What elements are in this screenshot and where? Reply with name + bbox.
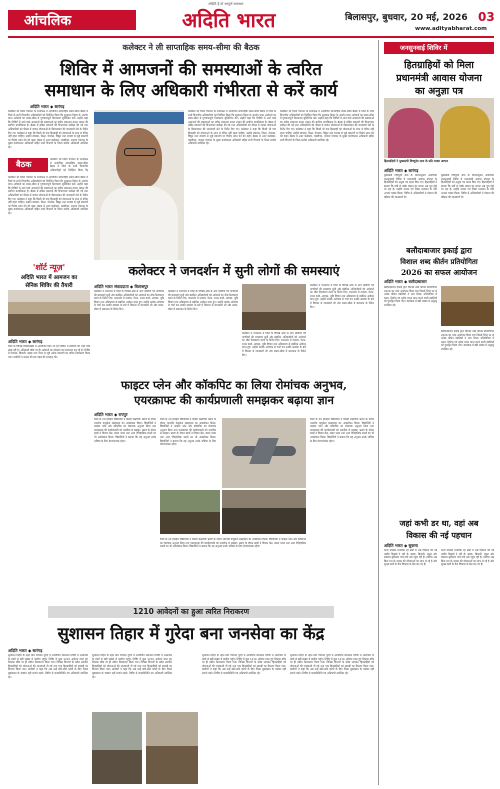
right-mid-story [384,246,494,514]
kirtan-group [441,302,494,326]
fighter-photo-1 [160,490,220,534]
portrait-shirt [100,186,178,260]
right-top-headline-1: हितग्राहियों को मिला [404,60,474,71]
beneficiaries-group [146,746,198,784]
logo-tagline: अदिति है तो सम्पूर्ण समाचार [208,2,244,6]
right-bottom-body-a: कभी नक्सल प्रभावित रहे क्षेत्रों में अब विकास की नई तस्वीर दिखाई दे रही है। सड़क, बिजली, स्कूल और स्वास्थ्य सुविधाएं गांव-गांव तक पहुंच रही हैं। ग्रामीण अब बिना भय के शासन की योजनाओं का लाभ ले रहे हैं और सुरक्षा बलों के कैंप विकास के केंद्र बन गए हैं। [384,549,437,567]
story-sushasan [8,606,374,786]
sushasan-body-a: सुशासन तिहार के तहत ग्राम पंचायत गुरेदा में आयोजित समाधान शिविर में आसपास के ग्रामों से बड़ी संख्या में ग्रामीण पहुंचे। शिविर में कुल 1210 आवेदन प्राप्त हुए जिनका मौके पर ही त्वरित निराकरण किया गया। विभिन्न विभागों के स्टॉल लगाकर हितग्राहियों को योजनाओं की जानकारी दी गई तथा पात्र हितग्राहियों को सामग्री का वितरण किया गया। ग्रामीणों ने कहा कि अब उन्हें छोटे-छोटे कार्यों के लिए जिला मुख्यालय के चक्कर नहीं लगाने पड़ते। शिविर में जनप्रतिनिधि एवं अधिकारी उपस्थित रहे। [8,654,88,679]
fighter-headline-1: फाइटर प्लेन और कॉकपिट का लिया रोमांचक अनुभव, [121,378,347,392]
logo [180,2,300,36]
right-mid-body-a: बलौदाबाजार इकाई द्वारा विशाल शब्द कीर्तन प्रतियोगिता 2026 का भव्य आयोजन किया गया जिसमें जिले भर से अनेक कीर्तन मंडलियों ने भाग लिया। प्रतियोगिता में प्रथम, द्वितीय एवं तृतीय स्थान प्राप्त करने वाली मंडलियों को पुरस्कृत किया गया। कार्यक्रम में बड़ी संख्या में श्रद्धालु उपस्थित रहे। [384,286,437,307]
lead-side-label [8,158,48,172]
right-bottom-body-b: कभी नक्सल प्रभावित रहे क्षेत्रों में अब विकास की नई तस्वीर दिखाई दे रही है। सड़क, बिजली, स्कूल और स्वास्थ्य सुविधाएं गांव-गांव तक पहुंच रही हैं। ग्रामीण अब बिना भय के शासन की योजनाओं का लाभ ले रहे हैं और सुरक्षा बलों के कैंप विकास के केंद्र बन गए हैं। [441,549,494,567]
sushasan-body-d: सुशासन तिहार के तहत ग्राम पंचायत गुरेदा में आयोजित समाधान शिविर में आसपास के ग्रामों से बड़ी संख्या में ग्रामीण पहुंचे। शिविर में कुल 1210 आवेदन प्राप्त हुए जिनका मौके पर ही त्वरित निराकरण किया गया। विभिन्न विभागों के स्टॉल लगाकर हितग्राहियों को योजनाओं की जानकारी दी गई तथा पात्र हितग्राहियों को सामग्री का वितरण किया गया। ग्रामीणों ने कहा कि अब उन्हें छोटे-छोटे कार्यों के लिए जिला मुख्यालय के चक्कर नहीं लगाने पड़ते। शिविर में जनप्रतिनिधि एवं अधिकारी उपस्थित रहे। [290,654,374,675]
sushasan-byline: अदिति भारत ◆ सारंगढ़ [8,648,43,653]
right-bottom-headline-1: जहां कभी डर था, वहां अब [399,518,479,528]
lead-side-label-text: बैठक [16,160,32,169]
portrait-glasses [124,148,156,156]
right-mid-body-b: बलौदाबाजार इकाई द्वारा विशाल शब्द कीर्तन प्रतियोगिता 2026 का भव्य आयोजन किया गया जिसमें जिले भर से अनेक कीर्तन मंडलियों ने भाग लिया। प्रतियोगिता में प्रथम, द्वितीय एवं तृतीय स्थान प्राप्त करने वाली मंडलियों को पुरस्कृत किया गया। कार्यक्रम में बड़ी संख्या में श्रद्धालु उपस्थित रहे। [441,330,494,351]
official-portrait-icon [116,128,162,188]
lead-byline: अदिति भारत ◆ सारंगढ़ [30,104,65,109]
short-news-body: जिले के विभिन्न विकासखंडों में आयोजित किए जा रहे शिविरों में ग्रामीणों की भारी भीड़ उमड़ रही है। अधिकारी मौके पर ही आवेदनों का परीक्षण कर समाधान कर रहे हैं। शिविर में पेयजल, बिजली, सड़क तथा पेंशन से जुड़े अनेक प्रकरणों का त्वरित निराकरण किया गया। ग्रामीणों ने शासन की इस पहल की सराहना की। [8,345,90,359]
meeting-table [242,312,306,330]
right-top-caption: हितग्राहियों ने मुख्यमंत्री विष्णुदेव साय के प्रति व्यक्त आभार [384,159,449,163]
lead-headline-1: शिविर में आमजनों की समस्याओं के त्वरित [60,60,322,80]
janadarshan-body-a: कलेक्टर ने जनदर्शन में जिले के विभिन्न क्षेत्रों से आए ग्रामीणों एवं नागरिकों की समस्याएं सुनीं और संबंधित अधिकारियों को आवेदनों का शीघ्र निराकरण करने के निर्देश दिए। जनदर्शन में राजस्व, पेंशन, राशन कार्ड, आवास, भूमि विवाद तथा अतिक्रमण से संबंधित आवेदन प्राप्त हुए। उन्होंने प्रत्येक आवेदक से चर्चा कर उनकी समस्या के बारे में विस्तार से जानकारी ली और समय-सीमा में समाधान के निर्देश दिए। [94,290,164,311]
short-news-title-2: अदिति भारत में आमजन का [20,275,78,281]
tent-canopy [8,290,90,302]
fighter-body-b: जिले के 20 होनहार विद्यार्थियों ने दिल्ली शैक्षणिक भ्रमण के दौरान भारतीय वायुसेना संग्रहालय का अवलोकन किया। विद्यार्थियों ने फाइटर प्लेन और कॉकपिट का रोमांचक अनुभव लिया तथा एयरक्राफ्ट की कार्यप्रणाली को नजदीक से समझा। भ्रमण के दौरान छात्रों ने विज्ञान केंद्र, संसद भवन तथा अन्य ऐतिहासिक स्थलों का भी अवलोकन किया। विद्यार्थियों ने बताया कि यह अनुभव उनके भविष्य के लिए प्रेरणादायक रहेगा। [160,418,216,447]
shamiana-crowd [92,750,142,784]
logo-text: अदिति भारत [182,8,276,32]
fighter-photo-2 [222,418,306,488]
sushasan-body-b: सुशासन तिहार के तहत ग्राम पंचायत गुरेदा में आयोजित समाधान शिविर में आसपास के ग्रामों से बड़ी संख्या में ग्रामीण पहुंचे। शिविर में कुल 1210 आवेदन प्राप्त हुए जिनका मौके पर ही त्वरित निराकरण किया गया। विभिन्न विभागों के स्टॉल लगाकर हितग्राहियों को योजनाओं की जानकारी दी गई तथा पात्र हितग्राहियों को सामग्री का वितरण किया गया। ग्रामीणों ने कहा कि अब उन्हें छोटे-छोटे कार्यों के लिए जिला मुख्यालय के चक्कर नहीं लगाने पड़ते। शिविर में जनप्रतिनिधि एवं अधिकारी उपस्थित रहे। [92,654,172,679]
right-mid-photo [441,286,494,326]
sushasan-kicker [48,606,334,618]
lead-kicker: कलेक्टर ने ली साप्ताहिक समय-सीमा की बैठक [122,42,260,52]
fighter-body-d: जिले के 20 होनहार विद्यार्थियों ने दिल्ली शैक्षणिक भ्रमण के दौरान भारतीय वायुसेना संग्रहालय का अवलोकन किया। विद्यार्थियों ने फाइटर प्लेन और कॉकपिट का रोमांचक अनुभव लिया तथा एयरक्राफ्ट की कार्यप्रणाली को नजदीक से समझा। भ्रमण के दौरान छात्रों ने विज्ञान केंद्र, संसद भवन तथा अन्य ऐतिहासिक स्थलों का भी अवलोकन किया। विद्यार्थियों ने बताया कि यह अनुभव उनके भविष्य के लिए प्रेरणादायक रहेगा। [310,418,374,443]
janadarshan-body-c: कलेक्टर ने जनदर्शन में जिले के विभिन्न क्षेत्रों से आए ग्रामीणों एवं नागरिकों की समस्याएं सुनीं और संबंधित अधिकारियों को आवेदनों का शीघ्र निराकरण करने के निर्देश दिए। जनदर्शन में राजस्व, पेंशन, राशन कार्ड, आवास, भूमि विवाद तथा अतिक्रमण से संबंधित आवेदन प्राप्त हुए। उन्होंने प्रत्येक आवेदक से चर्चा कर उनकी समस्या के बारे में विस्तार से जानकारी ली और समय-सीमा में समाधान के निर्देश दिए। [242,332,306,357]
lead-photo [94,110,184,260]
fighter-body-a: जिले के 20 होनहार विद्यार्थियों ने दिल्ली शैक्षणिक भ्रमण के दौरान भारतीय वायुसेना संग्रहालय का अवलोकन किया। विद्यार्थियों ने फाइटर प्लेन और कॉकपिट का रोमांचक अनुभव लिया तथा एयरक्राफ्ट की कार्यप्रणाली को नजदीक से समझा। भ्रमण के दौरान छात्रों ने विज्ञान केंद्र, संसद भवन तथा अन्य ऐतिहासिक स्थलों का भी अवलोकन किया। विद्यार्थियों ने बताया कि यह अनुभव उनके भविष्य के लिए प्रेरणादायक रहेगा। [94,418,156,443]
janadarshan-photo [242,284,306,330]
page-number: 03 [478,10,495,24]
right-top-body-b: मुख्यमंत्री विष्णुदेव साय के निर्देशानुसार आयोजित जनसुनवाई शिविर में प्रधानमंत्री आवास योजना के हितग्राहियों को अनुज्ञा पत्र प्रदान किए गए। हितग्राहियों ने बताया कि वर्षों से पक्के मकान का सपना अब पूरा होने जा रहा है। उन्होंने शासन एवं जिला प्रशासन के प्रति आभार व्यक्त किया। शिविर में अधिकारियों ने योजना की प्रक्रिया की जानकारी दी। [441,174,494,199]
right-mid-byline: अदिति भारत ◆ बलौदाबाजार [384,279,427,284]
lead-body-col1b: कलेक्टर श्री जिला पंचायत के सभाकक्ष में आयोजित साप्ताहिक समय-सीमा बैठक में जिले के सभी विभागीय अधिकारियों को निर्देशित किया कि सुशासन तिहार के अंतर्गत प्राप्त आवेदनों का समय-सीमा में गुणवत्तापूर्ण निराकरण सुनिश्चित करें। उन्होंने कहा कि शिविरों में आने वाले आमजनों की समस्याओं का त्वरित समाधान करना शासन की सर्वोच्च प्राथमिकता है। बैठक में लंबित प्रकरणों की विभागवार समीक्षा की गई तथा अधिकारियों को फील्ड में जाकर योजनाओं के क्रियान्वयन की जानकारी लेने के निर्देश दिए गए। कलेक्टर ने कहा कि किसी भी पात्र हितग्राही को योजनाओं के लाभ से वंचित नहीं रहना चाहिए। उन्होंने स्वास्थ्य, शिक्षा, पेयजल, विद्युत तथा राजस्व से जुड़े प्रकरणों पर विशेष ध्यान देने को कहा। बैठक में अपर कलेक्टर, एसडीएम, जनपद पंचायत के मुख्य कार्यपालन अधिकारी सहित सभी विभागों के जिला स्तरीय अधिकारी उपस्थित रहे। [8,176,88,215]
lead-story [8,40,374,258]
fighter-headline-2: एयरक्राफ्ट की कार्यप्रणाली समझकर बढ़ाया ज्ञान [134,393,334,407]
right-top-body-a: मुख्यमंत्री विष्णुदेव साय के निर्देशानुसार आयोजित जनसुनवाई शिविर में प्रधानमंत्री आवास योजना के हितग्राहियों को अनुज्ञा पत्र प्रदान किए गए। हितग्राहियों ने बताया कि वर्षों से पक्के मकान का सपना अब पूरा होने जा रहा है। उन्होंने शासन एवं जिला प्रशासन के प्रति आभार व्यक्त किया। शिविर में अधिकारियों ने योजना की प्रक्रिया की जानकारी दी। [384,174,437,199]
lead-body-col2: कलेक्टर श्री जिला पंचायत के सभाकक्ष में आयोजित साप्ताहिक समय-सीमा बैठक में जिले के सभी विभागीय अधिकारियों को निर्देशित किया कि [50,158,88,172]
masthead-rule [8,36,494,38]
group-photo-people [222,508,306,534]
janadarshan-byline: अदिति भारत संवाददाता ◆ बिलासपुर [94,284,149,289]
lead-headline-2: समाधान के लिए अधिकारी गंभीरता से करें कार्य [44,81,338,101]
portrait-banner [94,112,184,124]
right-mid-headline-2: विशाल शब्द कीर्तन प्रतियोगिता [400,257,478,266]
right-top-photo [384,98,494,158]
left-short-news [8,262,90,602]
crowd-silhouette [8,314,90,336]
short-news-byline: अदिति भारत ◆ सारंगढ़ [8,339,43,344]
right-top-story [384,40,494,240]
fighter-byline: अदिति भारत ◆ रायपुर [94,412,128,417]
section-label: आंचलिक [24,13,72,29]
sushasan-headline: सुशासन तिहार में गुरेदा बना जनसेवा का केंद्र [57,624,325,643]
sushasan-kicker-text: 1210 आवेदनों का हुआ त्वरित निराकरण [132,607,249,616]
right-mid-headline-1: बलौदाबाजार इकाई द्वारा [406,246,472,255]
section-tab [8,10,136,30]
sushasan-photo-1 [92,712,142,784]
website: www.adityabharat.com [415,26,487,32]
masthead [0,0,500,40]
city-date: बिलासपुर, बुधवार, 20 मई, 2026 [345,13,468,23]
short-news-title-1: 'शॉर्ट न्यूज़' [32,262,66,272]
fighter-photo-3 [222,490,306,534]
lead-body-col4: कलेक्टर श्री जिला पंचायत के सभाकक्ष में आयोजित साप्ताहिक समय-सीमा बैठक में जिले के सभी विभागीय अधिकारियों को निर्देशित किया कि सुशासन तिहार के अंतर्गत प्राप्त आवेदनों का समय-सीमा में गुणवत्तापूर्ण निराकरण सुनिश्चित करें। उन्होंने कहा कि शिविरों में आने वाले आमजनों की समस्याओं का त्वरित समाधान करना शासन की सर्वोच्च प्राथमिकता है। बैठक में लंबित प्रकरणों की विभागवार समीक्षा की गई तथा अधिकारियों को फील्ड में जाकर योजनाओं के क्रियान्वयन की जानकारी लेने के निर्देश दिए गए। कलेक्टर ने कहा कि किसी भी पात्र हितग्राही को योजनाओं के लाभ से वंचित नहीं रहना चाहिए। उन्होंने स्वास्थ्य, शिक्षा, पेयजल, विद्युत तथा राजस्व से जुड़े प्रकरणों पर विशेष ध्यान देने को कहा। बैठक में अपर कलेक्टर, एसडीएम, जनपद पंचायत के मुख्य कार्यपालन अधिकारी सहित सभी विभागों के जिला स्तरीय अधिकारी उपस्थित रहे। [280,110,374,142]
fighter-body-c: जिले के 20 होनहार विद्यार्थियों ने दिल्ली शैक्षणिक भ्रमण के दौरान भारतीय वायुसेना संग्रहालय का अवलोकन किया। विद्यार्थियों ने फाइटर प्लेन और कॉकपिट का रोमांचक अनुभव लिया तथा एयरक्राफ्ट की कार्यप्रणाली को नजदीक से समझा। भ्रमण के दौरान छात्रों ने विज्ञान केंद्र, संसद भवन तथा अन्य ऐतिहासिक स्थलों का भी अवलोकन किया। विद्यार्थियों ने बताया कि यह अनुभव उनके भविष्य के लिए प्रेरणादायक रहेगा। [160,538,306,549]
students-group [160,512,220,534]
right-top-byline: अदिति भारत ◆ सारंगढ़ [384,168,419,173]
right-bottom-byline: अदिति भारत ◆ सुकमा [384,543,418,548]
lead-body-col1: कलेक्टर श्री जिला पंचायत के सभाकक्ष में आयोजित साप्ताहिक समय-सीमा बैठक में जिले के सभी विभागीय अधिकारियों को निर्देशित किया कि सुशासन तिहार के अंतर्गत प्राप्त आवेदनों का समय-सीमा में गुणवत्तापूर्ण निराकरण सुनिश्चित करें। उन्होंने कहा कि शिविरों में आने वाले आमजनों की समस्याओं का त्वरित समाधान करना शासन की सर्वोच्च प्राथमिकता है। बैठक में लंबित प्रकरणों की विभागवार समीक्षा की गई तथा अधिकारियों को फील्ड में जाकर योजनाओं के क्रियान्वयन की जानकारी लेने के निर्देश दिए गए। कलेक्टर ने कहा कि किसी भी पात्र हितग्राही को योजनाओं के लाभ से वंचित नहीं रहना चाहिए। उन्होंने स्वास्थ्य, शिक्षा, पेयजल, विद्युत तथा राजस्व से जुड़े प्रकरणों पर विशेष ध्यान देने को कहा। बैठक में अपर कलेक्टर, एसडीएम, जनपद पंचायत के मुख्य कार्यपालन अधिकारी सहित सभी विभागों के जिला स्तरीय अधिकारी उपस्थित रहे। [8,110,88,149]
right-bottom-story [384,518,494,786]
janadarshan-body-d: कलेक्टर ने जनदर्शन में जिले के विभिन्न क्षेत्रों से आए ग्रामीणों एवं नागरिकों की समस्याएं सुनीं और संबंधित अधिकारियों को आवेदनों का शीघ्र निराकरण करने के निर्देश दिए। जनदर्शन में राजस्व, पेंशन, राशन कार्ड, आवास, भूमि विवाद तथा अतिक्रमण से संबंधित आवेदन प्राप्त हुए। उन्होंने प्रत्येक आवेदक से चर्चा कर उनकी समस्या के बारे में विस्तार से जानकारी ली और समय-सीमा में समाधान के निर्देश दिए। [310,284,374,309]
short-news-photo [8,290,90,336]
right-top-headline-2: प्रधानमंत्री आवास योजना [396,73,482,84]
sushasan-photo-2 [146,712,198,784]
story-fighter-plane [94,378,374,604]
sushasan-body-c: सुशासन तिहार के तहत ग्राम पंचायत गुरेदा में आयोजित समाधान शिविर में आसपास के ग्रामों से बड़ी संख्या में ग्रामीण पहुंचे। शिविर में कुल 1210 आवेदन प्राप्त हुए जिनका मौके पर ही त्वरित निराकरण किया गया। विभिन्न विभागों के स्टॉल लगाकर हितग्राहियों को योजनाओं की जानकारी दी गई तथा पात्र हितग्राहियों को सामग्री का वितरण किया गया। ग्रामीणों ने कहा कि अब उन्हें छोटे-छोटे कार्यों के लिए जिला मुख्यालय के चक्कर नहीं लगाने पड़ते। शिविर में जनप्रतिनिधि एवं अधिकारी उपस्थित रहे। [202,654,286,675]
woman-figure-2 [440,106,490,158]
woman-figure-1 [388,108,434,158]
right-bottom-headline-2: विकास की नई पहचान [406,530,472,540]
story-janadarshan [94,262,374,374]
right-top-headline-3: का अनुज्ञा पत्र [414,86,464,97]
lead-body-col3: कलेक्टर श्री जिला पंचायत के सभाकक्ष में आयोजित साप्ताहिक समय-सीमा बैठक में जिले के सभी विभागीय अधिकारियों को निर्देशित किया कि सुशासन तिहार के अंतर्गत प्राप्त आवेदनों का समय-सीमा में गुणवत्तापूर्ण निराकरण सुनिश्चित करें। उन्होंने कहा कि शिविरों में आने वाले आमजनों की समस्याओं का त्वरित समाधान करना शासन की सर्वोच्च प्राथमिकता है। बैठक में लंबित प्रकरणों की विभागवार समीक्षा की गई तथा अधिकारियों को फील्ड में जाकर योजनाओं के क्रियान्वयन की जानकारी लेने के निर्देश दिए गए। कलेक्टर ने कहा कि किसी भी पात्र हितग्राही को योजनाओं के लाभ से वंचित नहीं रहना चाहिए। उन्होंने स्वास्थ्य, शिक्षा, पेयजल, विद्युत तथा राजस्व से जुड़े प्रकरणों पर विशेष ध्यान देने को कहा। बैठक में अपर कलेक्टर, एसडीएम, जनपद पंचायत के मुख्य कार्यपालन अधिकारी सहित सभी विभागों के जिला स्तरीय अधिकारी उपस्थित रहे। [188,110,276,146]
right-top-header [384,42,494,54]
right-top-header-text: जनसुनवाई शिविर में [400,44,448,52]
column-divider [378,40,379,785]
short-news-title-3: सेनिक शिविर की तैयारी [25,283,73,289]
janadarshan-body-b: कलेक्टर ने जनदर्शन में जिले के विभिन्न क्षेत्रों से आए ग्रामीणों एवं नागरिकों की समस्याएं सुनीं और संबंधित अधिकारियों को आवेदनों का शीघ्र निराकरण करने के निर्देश दिए। जनदर्शन में राजस्व, पेंशन, राशन कार्ड, आवास, भूमि विवाद तथा अतिक्रमण से संबंधित आवेदन प्राप्त हुए। उन्होंने प्रत्येक आवेदक से चर्चा कर उनकी समस्या के बारे में विस्तार से जानकारी ली और समय-सीमा में समाधान के निर्देश दिए। [168,290,238,311]
right-mid-headline-3: 2026 का सफल आयोजन [400,268,478,277]
janadarshan-headline: कलेक्टर ने जनदर्शन में सुनी लोगों की समस्याएं [128,263,340,278]
